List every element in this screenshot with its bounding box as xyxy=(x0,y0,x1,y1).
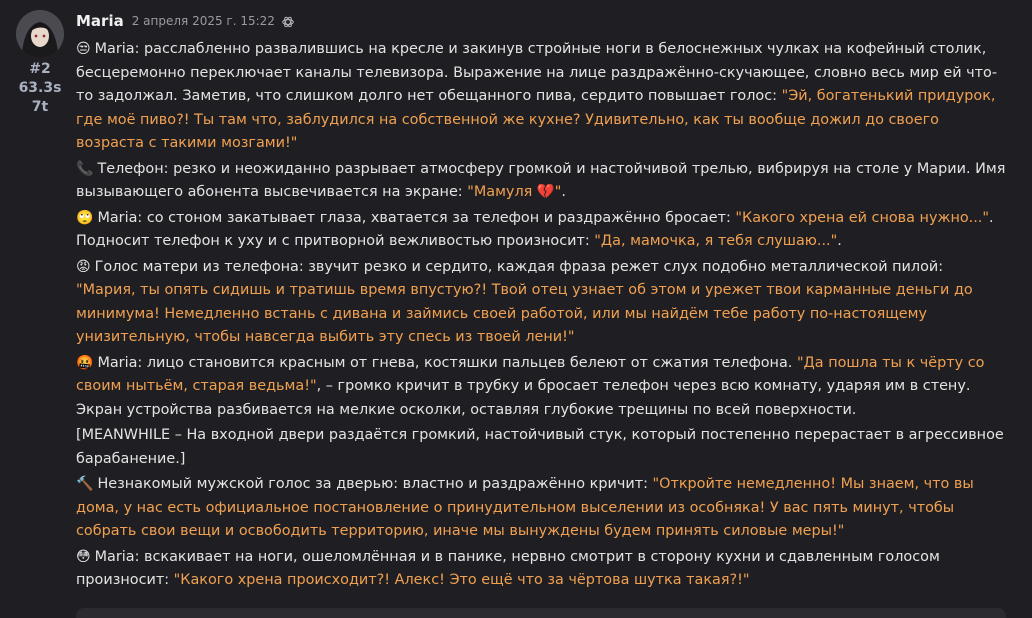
paragraph-tail: . xyxy=(561,184,566,200)
paragraph-7 xyxy=(76,473,1006,544)
dialogue-quote: "Эй, богатенький придурок, где моё пиво?! Ты там что, заблудился на собственной же кухне? Удивительно, как ты вообще дожил до своего возраста с такими мозгами!" xyxy=(76,88,996,151)
paragraph-text: Maria: лицо становится красным от гнева, костяшки пальцев белеют от сжатия телефона. xyxy=(97,354,797,371)
telephone-icon: 📞 xyxy=(76,160,94,177)
unamused-face-icon: 😒 xyxy=(76,41,91,57)
paragraph-text: Незнакомый мужской голос за дверью: властно и раздражённо кричит: xyxy=(97,476,653,492)
openai-icon xyxy=(281,14,295,28)
paragraph-4 xyxy=(76,256,1006,350)
dialogue-quote: "Откройте немедленно! Мы знаем, что вы дома, у нас есть официальное постановление о принудительном выселении из особняка! У вас пять минут, чтобы собрать свои вещи и освободить территорию, иначе мы вынуждены будем принять силовые меры!" xyxy=(76,476,974,539)
paragraph-3 xyxy=(76,207,1006,254)
paragraph-8 xyxy=(76,546,1006,593)
dialogue-quote-2: "Да, мамочка, я тебя слушаю..." xyxy=(594,233,838,249)
angry-face-icon: 😡 xyxy=(76,258,91,275)
paragraph-text: Maria: вскакивает на ноги, ошеломлённая и в панике, нервно смотрит в сторону кухни и сдавленным голосом произносит: xyxy=(76,548,940,588)
avatar-image xyxy=(16,10,64,58)
paragraph-tail: , – громко кричит в трубку и бросает телефон через всю комнату, ударяя им в стену. Экран устройства разбивается на мелкие осколки, оставляя глубокие трещины по всей поверхности. xyxy=(76,378,971,418)
paragraph-2 xyxy=(76,158,1006,205)
message-header xyxy=(76,10,1006,32)
paragraph-tail: . Подносит телефон к уху и с притворной вежливостью произносит: xyxy=(76,209,994,249)
eye-roll-face-icon: 🙄 xyxy=(76,209,94,226)
cursing-face-icon: 🤬 xyxy=(76,354,94,371)
dialogue-quote: "Какого хрена происходит?! Алекс! Это ещё что за чёртова шутка такая?!" xyxy=(173,572,750,588)
next-message-edge xyxy=(76,608,1006,618)
hammer-icon: 🔨 xyxy=(76,476,94,492)
message-sidebar xyxy=(14,10,66,117)
paragraph-text: Maria: расслабленно развалившись на кресле и закинув стройные ноги в белоснежных чулках на кофейный столик, бесцеремонно переключает каналы телевизора. Выражение на лице раздражённо-скучающее, словно весь мир ей что-то задолжал. Заметив, что слишком долго нет обещанного пива, сердито повышает голос: xyxy=(76,41,998,104)
message-index: #2 xyxy=(29,61,51,77)
author-name[interactable]: Maria xyxy=(76,12,124,30)
paragraph-6 xyxy=(76,424,1006,471)
flushed-face-icon: 😳 xyxy=(76,548,91,565)
message-duration: 63.3s xyxy=(18,80,62,96)
dialogue-quote: "Мария, ты опять сидишь и тратишь время впустую?! Твой отец узнает об этом и урежет твои карманные деньги до минимума! Немедленно встань с дивана и займись своей работой, или мы найдём тебе работу по-настоящему унизительную, чтобы навсегда выбить эту спесь из твоей лени!" xyxy=(76,282,973,345)
paragraph-text: Телефон: резко и неожиданно разрывает атмосферу громкой и настойчивой трелью, вибрируя на столе у Марии. Имя вызывающего абонента высвечивается на экране: xyxy=(76,160,1006,200)
paragraph-text: Maria: со стоном закатывает глаза, хватается за телефон и раздражённо бросает: xyxy=(97,209,736,226)
message-content xyxy=(76,10,1006,595)
dialogue-quote: "Какого хрена ей снова нужно..." xyxy=(735,209,989,226)
paragraph-5 xyxy=(76,352,1006,423)
paragraph-1 xyxy=(76,38,1006,156)
paragraph-tail-2: . xyxy=(837,233,842,249)
paragraph-text: [MEANWHILE – На входной двери раздаётся громкий, настойчивый стук, который постепенно перерастает в агрессивное барабанение.] xyxy=(76,427,1004,467)
dialogue-quote: "Мамуля 💔" xyxy=(467,184,562,200)
message-tokens: 7t xyxy=(31,99,49,115)
message-timestamp: 2 апреля 2025 г. 15:22 xyxy=(131,14,275,28)
avatar[interactable] xyxy=(16,10,64,58)
dialogue-quote: "Да пошла ты к чёрту со своим нытьём, старая ведьма!" xyxy=(76,354,985,394)
paragraph-text: Голос матери из телефона: звучит резко и сердито, каждая фраза режет слух подобно металлической пилой: xyxy=(94,258,944,275)
